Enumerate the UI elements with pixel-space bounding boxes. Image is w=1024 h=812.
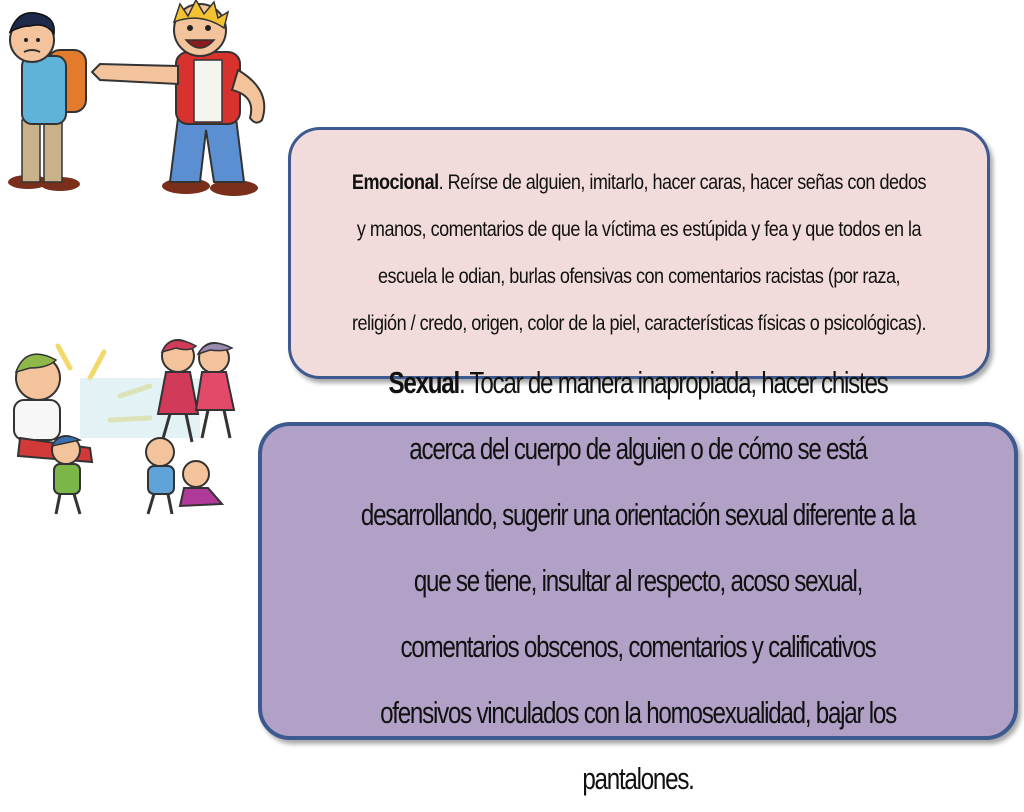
sexual-bullying-description bbox=[354, 350, 922, 812]
emotional-bullying-term: Emocional bbox=[351, 171, 439, 194]
group-harassment-illustration bbox=[0, 338, 262, 518]
sad-boy-figure bbox=[8, 13, 86, 191]
bullying-cartoon-illustration bbox=[0, 0, 290, 205]
emotional-bullying-text: . Reírse de alguien, imitarlo, hacer caras, hacer señas con dedos y manos, comentarios de que la víctima es estúpida y fea y que todos en la escuela le odian, burlas ofensivas con comentarios racistas (por raza, religión / credo, origen, color de la piel, características físicas o psicológicas). bbox=[352, 171, 927, 335]
bully-figure bbox=[92, 0, 264, 196]
sexual-bullying-text: . Tocar de manera inapropiada, hacer chistes acerca del cuerpo de alguien o de cómo se está desarrollando, sugerir una orientación sexual diferente a la que se tiene, insultar al respecto, acoso sexual, comentarios obscenos, comentarios y calificativos ofensivos vinculados con la homosexualidad, bajar los pantalones. bbox=[360, 365, 916, 796]
sexual-bullying-term: Sexual bbox=[388, 365, 459, 400]
sexual-bullying-card bbox=[258, 365, 1018, 796]
emotional-bullying-description bbox=[352, 159, 926, 347]
emotional-bullying-card bbox=[288, 127, 990, 379]
